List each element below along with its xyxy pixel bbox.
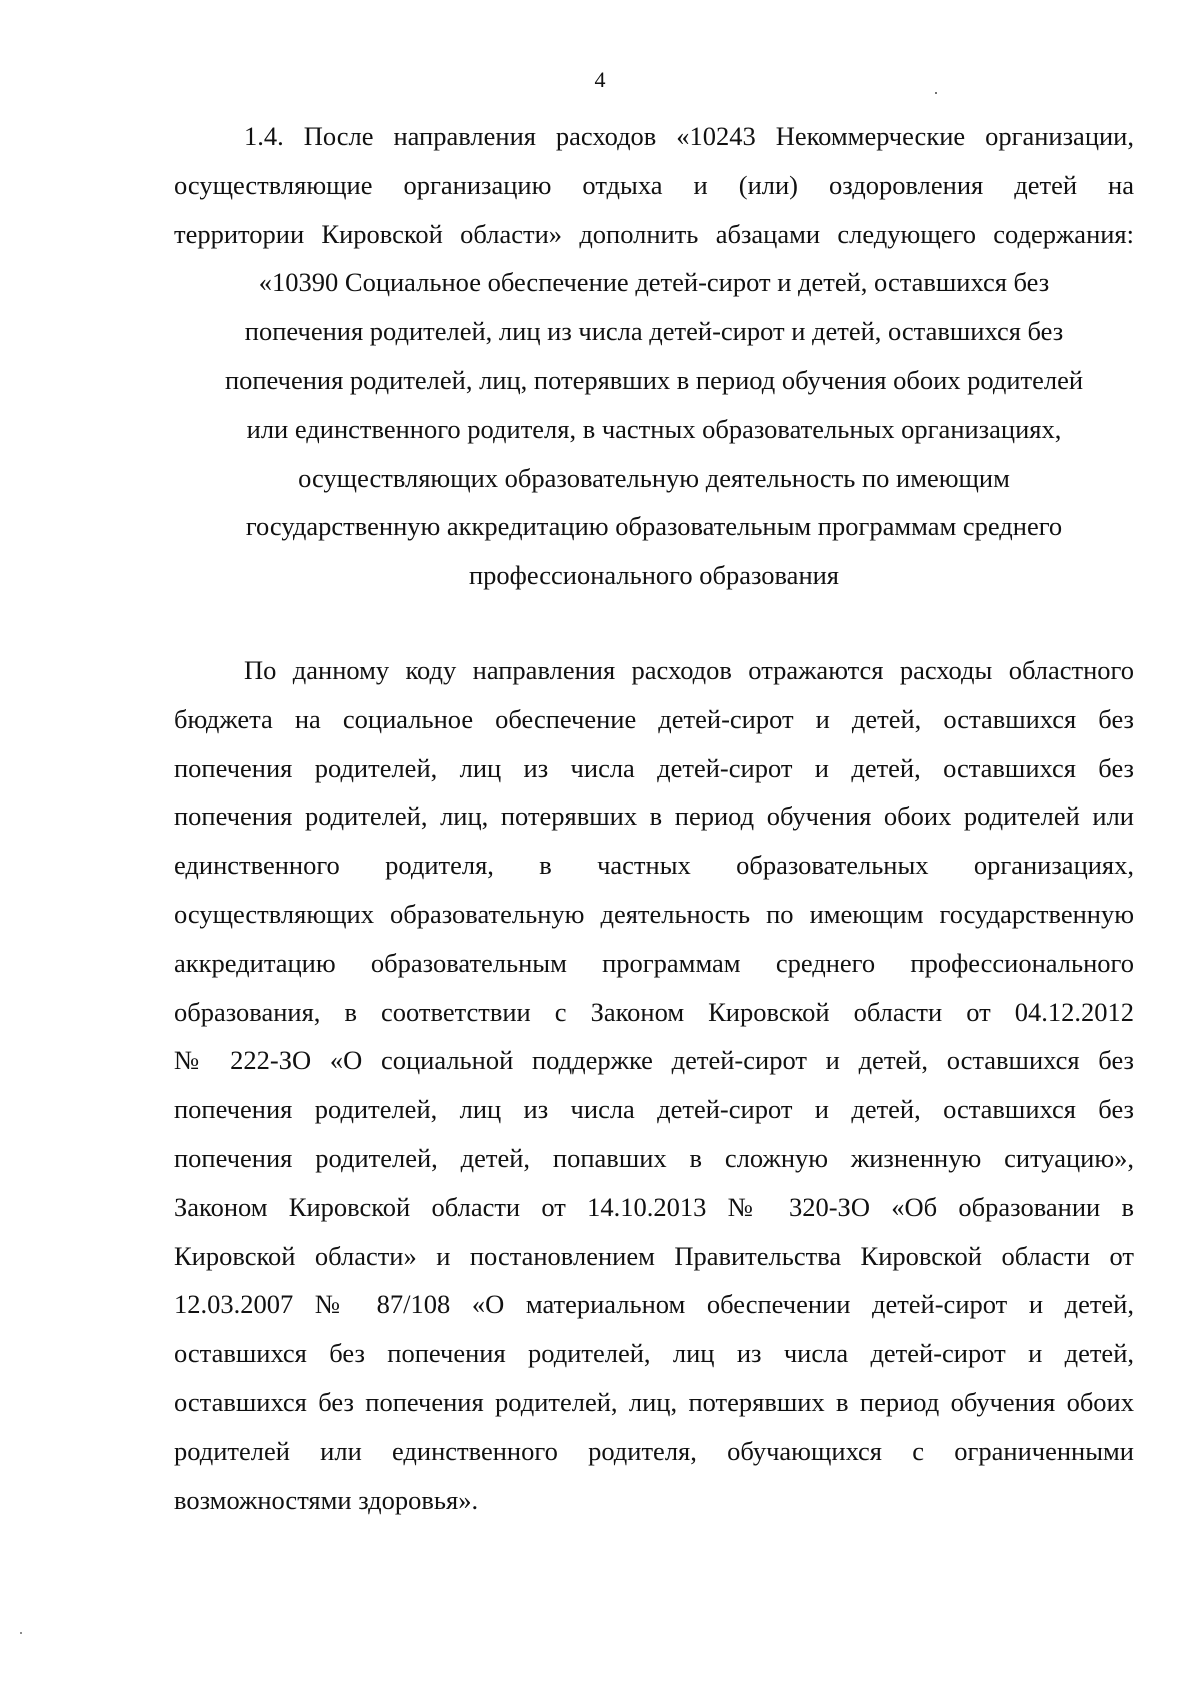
text-line: образования, в соответствии с Законом Кировской области от 04.12.2012 [174, 996, 1134, 1027]
page-number: 4 [594, 67, 606, 92]
text-line: попечения родителей, лиц из числа детей-сирот и детей, оставшихся без [174, 1094, 1134, 1125]
text-line: осуществляющих образовательную деятельность по имеющим государственную [174, 898, 1134, 929]
text-line: оставшихся без попечения родителей, лиц, потерявших в период обучения обоих [174, 1386, 1134, 1417]
text-line: Законом Кировской области от 14.10.2013 № 320-ЗО «Об образовании в [174, 1191, 1134, 1222]
text-line: попечения родителей, лиц, потерявших в период обучения обоих родителей или [174, 801, 1134, 832]
section-heading [174, 112, 1134, 258]
text-line: попечения родителей, лиц из числа детей-сирот и детей, оставшихся без [174, 752, 1134, 783]
scan-speck [935, 92, 937, 94]
text-line: профессионального образования [468, 560, 840, 591]
text-line: территории Кировской области» дополнить абзацами следующего содержания: [174, 218, 1134, 249]
text-line: 1.4. После направления расходов «10243 Некоммерческие организации, [244, 121, 1134, 151]
text-line: попечения родителей, лиц из числа детей-сирот и детей, оставшихся без [244, 316, 1064, 347]
text-line: По данному коду направления расходов отражаются расходы областного [244, 654, 1134, 685]
text-line: Кировской области» и постановлением Правительства Кировской области от [174, 1240, 1134, 1271]
text-line: или единственного родителя, в частных образовательных организациях, [246, 413, 1062, 444]
code-title [174, 258, 1134, 600]
text-line: единственного родителя, в частных образовательных организациях, [174, 850, 1134, 881]
text-line: государственную аккредитацию образовательным программам среднего [245, 511, 1063, 542]
text-line: возможностями здоровья». [174, 1484, 479, 1515]
text-line: аккредитацию образовательным программам среднего профессионального [174, 947, 1134, 978]
text-line: бюджета на социальное обеспечение детей-сирот и детей, оставшихся без [174, 703, 1134, 734]
body-paragraph [174, 646, 1134, 1524]
text-line: «10390 Социальное обеспечение детей-сирот и детей, оставшихся без [258, 267, 1050, 298]
text-line: родителей или единственного родителя, обучающихся с ограниченными [174, 1435, 1134, 1466]
text-line: 12.03.2007 № 87/108 «О материальном обеспечении детей-сирот и детей, [174, 1289, 1134, 1320]
paragraph-spacer [174, 600, 1134, 646]
text-line: № 222-ЗО «О социальной поддержке детей-сирот и детей, оставшихся без [174, 1045, 1134, 1076]
text-line: осуществляющих образовательную деятельность по имеющим [298, 462, 1010, 493]
text-line: осуществляющие организацию отдыха и (или) оздоровления детей на [174, 169, 1134, 200]
text-line: попечения родителей, детей, попавших в сложную жизненную ситуацию», [174, 1142, 1134, 1173]
document-body [174, 112, 1134, 1524]
scan-speck [20, 1632, 22, 1634]
text-line: попечения родителей, лиц, потерявших в период обучения обоих родителей [224, 364, 1084, 395]
text-line: оставшихся без попечения родителей, лиц из числа детей-сирот и детей, [174, 1338, 1134, 1369]
